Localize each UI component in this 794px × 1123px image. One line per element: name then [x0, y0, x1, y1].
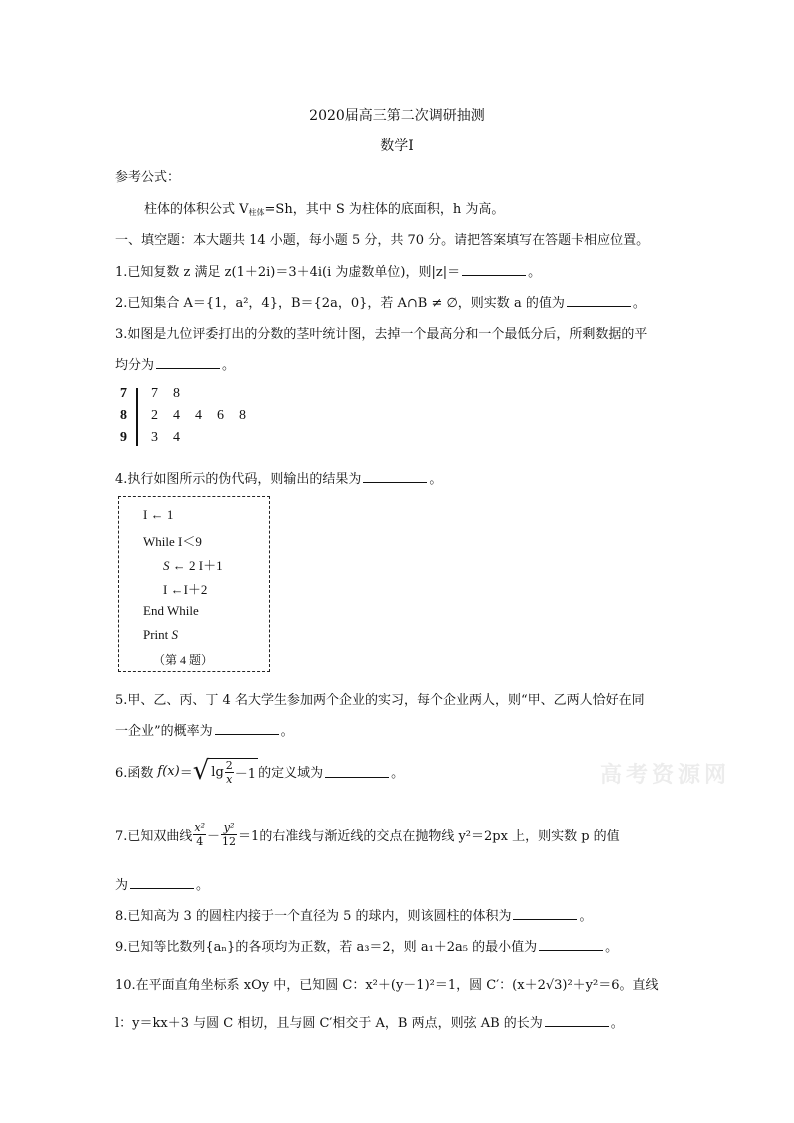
q8-answer-blank[interactable] — [513, 906, 577, 920]
question-1 — [115, 261, 541, 280]
q2-end: 。 — [632, 296, 646, 311]
q7-fraction-x — [193, 821, 206, 848]
q7-text2: 为 — [115, 878, 129, 893]
q7-eq: ＝1 — [238, 828, 260, 844]
sqrt-sign-icon: √ — [192, 756, 210, 786]
q9-end: 。 — [605, 940, 619, 955]
q3-text2: 均分为 — [115, 358, 155, 373]
formula-post: =Sh，其中 S 为柱体的底面积，h 为高。 — [264, 202, 505, 217]
question-10-line1: 10.在平面直角坐标系 xOy 中，已知圆 C：x²＋(y－1)²＝1，圆 C′：(x＋2√3)²＋y²＝6。直线 — [115, 978, 659, 993]
leaf-value: 4 — [195, 408, 202, 423]
q6-pre: 6.函数 — [115, 765, 154, 781]
q7-fraction-y — [221, 821, 237, 848]
code-line: I ← 1 — [143, 507, 174, 522]
question-3-line2 — [115, 354, 235, 373]
code-line: End While — [143, 603, 199, 618]
formula-pre: 柱体的体积公式 V — [144, 202, 249, 217]
q7-pre: 7.已知双曲线 — [115, 828, 193, 844]
q6-post: 的定义域为 — [258, 765, 324, 781]
q6-denominator: x — [226, 773, 233, 786]
code-line — [143, 627, 178, 643]
q8-text: 8.已知高为 3 的圆柱内接于一个直径为 5 的球内，则该圆柱的体积为 — [115, 909, 512, 924]
q1-end: 。 — [528, 265, 542, 280]
q3-answer-blank[interactable] — [156, 355, 220, 369]
leaf-value: 7 — [151, 386, 158, 401]
code-line — [163, 555, 223, 574]
q6-answer-blank[interactable] — [325, 764, 389, 778]
q7-numerator-x: x² — [194, 820, 206, 834]
question-5-line1: 5.甲、乙、丙、丁 4 名大学生参加两个企业的实习，每个企业两人，则“甲、乙两人恰好在同 — [115, 693, 645, 708]
q4-end: 。 — [429, 472, 443, 487]
question-10-line2 — [115, 1012, 624, 1031]
q7-minus: － — [207, 828, 221, 844]
question-4 — [115, 468, 442, 487]
q6-fraction — [225, 759, 234, 786]
formula-sub: 柱体 — [248, 208, 265, 217]
watermark: 高考资源网 — [600, 762, 731, 788]
q9-text: 9.已知等比数列{aₙ}的各项均为正数，若 a₃＝2，则 a₁＋2a₅ 的最小值为 — [115, 940, 538, 955]
q6-lg: lg — [211, 765, 224, 780]
stem-value: 9 — [120, 430, 127, 445]
page-subtitle: 数学Ⅰ — [380, 138, 414, 154]
leaf-value: 3 — [151, 430, 158, 445]
question-5-line2 — [115, 720, 294, 739]
q10-text2: l：y＝kx＋3 与圆 C 相切，且与圆 C′相交于 A，B 两点，则弦 AB 的长为 — [115, 1016, 543, 1031]
q2-answer-blank[interactable] — [567, 293, 631, 307]
question-3-line1: 3.如图是九位评委打出的分数的茎叶统计图，去掉一个最高分和一个最低分后，所剩数据的平 — [115, 327, 648, 342]
q7-end: 。 — [196, 878, 210, 893]
question-2 — [115, 292, 646, 311]
q2-text: 2.已知集合 A＝{1，a²，4}，B＝{2a，0}，若 A∩B ≠ ∅，则实数 a 的值为 — [115, 296, 565, 311]
q6-eq: ＝ — [179, 765, 193, 781]
q3-end: 。 — [222, 358, 236, 373]
leaf-value: 2 — [151, 408, 158, 423]
q6-func: f(x) — [157, 763, 180, 779]
q7-post: 的右准线与渐近线的交点在抛物线 y²＝2px 上，则实数 p 的值 — [259, 828, 620, 844]
q6-end: 。 — [391, 765, 405, 781]
formula-heading: 参考公式： — [115, 170, 181, 185]
leaf-value: 8 — [239, 408, 246, 423]
code-var: S — [163, 558, 170, 573]
leaf-value: 4 — [173, 408, 180, 423]
code-line: While I＜9 — [143, 534, 202, 549]
q1-answer-blank[interactable] — [462, 262, 526, 276]
stem-divider — [136, 388, 138, 446]
code-expr: ← 2 I＋1 — [169, 558, 223, 573]
question-7 — [115, 816, 620, 852]
q10-end: 。 — [610, 1016, 624, 1031]
q6-radicand — [209, 758, 258, 786]
leaf-value: 4 — [173, 430, 180, 445]
q6-minus-one: －1 — [234, 767, 257, 782]
q4-text: 4.执行如图所示的伪代码，则输出的结果为 — [115, 472, 362, 487]
stem-value: 8 — [120, 408, 127, 423]
code-line: I ←I＋2 — [163, 582, 208, 597]
question-9 — [115, 936, 618, 955]
q7-numerator-y: y² — [221, 821, 237, 835]
pseudocode-box — [118, 496, 270, 672]
code-var: S — [171, 627, 179, 642]
code-print: Print — [143, 627, 172, 642]
q10-answer-blank[interactable] — [545, 1013, 609, 1027]
q6-numerator: 2 — [225, 759, 233, 772]
section-title: 一、填空题：本大题共 14 小题，每小题 5 分，共 70 分。请把答案填写在答题卡相应位置。 — [115, 233, 650, 248]
q5-end: 。 — [280, 724, 294, 739]
q5-answer-blank[interactable] — [215, 721, 279, 735]
q4-answer-blank[interactable] — [363, 469, 427, 483]
figure-caption: （第 4 题） — [153, 653, 214, 667]
q7-denominator-12: 12 — [222, 834, 237, 848]
q7-answer-blank[interactable] — [130, 875, 194, 889]
question-6 — [115, 754, 404, 788]
stem-leaf-plot — [118, 386, 258, 452]
q1-text: 1.已知复数 z 满足 z(1＋2i)＝3＋4i(i 为虚数单位)，则|z|＝ — [115, 265, 461, 280]
q9-answer-blank[interactable] — [539, 937, 603, 951]
question-8 — [115, 905, 593, 924]
question-7-line2 — [115, 874, 209, 893]
page-title: 2020届高三第二次调研抽测 — [309, 108, 485, 124]
leaf-value: 8 — [173, 386, 180, 401]
q5-text2: 一企业”的概率为 — [115, 724, 213, 739]
q7-denominator-4: 4 — [196, 834, 204, 848]
stem-value: 7 — [120, 386, 127, 401]
formula-line — [144, 198, 504, 218]
leaf-value: 6 — [217, 408, 224, 423]
q8-end: 。 — [579, 909, 593, 924]
